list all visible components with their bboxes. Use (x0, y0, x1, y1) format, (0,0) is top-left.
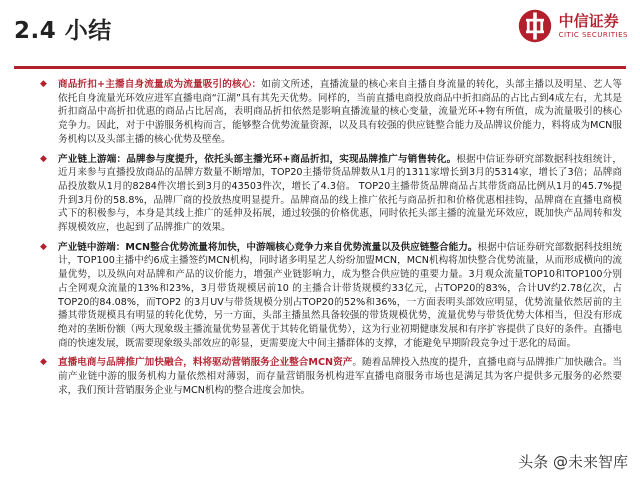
bullet-heading: 商品折扣+主播自身流量成为流量吸引的核心： (58, 79, 262, 90)
bullet-item (40, 356, 622, 397)
bullet-heading: 产业链上游端：品牌参与度提升，依托头部主播光环+商品折扣，实现品牌推广与销售转化。 (58, 153, 457, 165)
bullet-marker-icon: ◆ (40, 153, 47, 164)
page-title: 2.4 小结 (14, 18, 112, 44)
bullet-body: 如前文所述，直播流量的核心来自主播自身流量的转化，头部主播以及明星、艺人等依托自身流量光环效应进军直播电商“江湖”具有其先天优势。同样的，当前直播电商投放商品中折扣商品的占比占到4成左右，尤其是折扣商品中高折扣优惠的商品占比居高，表明商品折扣依然是影响直播流量的核心变量，流量光环+物有所值，成为流量吸引的核心竞争力。因此，对于中游服务机构而言，能够整合优势流量资源，以及具有较强的供应链整合能力及品牌议价能力，料将成为MCN服务机构以及头部主播的核心优势及壁垒。 (58, 79, 623, 145)
watermark-text: 头条 @未来智库 (518, 453, 628, 471)
bullet-item (40, 153, 622, 235)
bullet-body: 根据中信证券研究部数据科技组统计，近月来参与直播投放商品的品牌方数量不断增加，TOP20主播带货品牌数从1月的1311家增长到3月的5314家，增长了3倍；品牌商品投放数从1月的8284件次增长到3月的43503件次，增长了4.3倍。 TOP20主播带货品牌商品占其带货商品比例从1月的45.7%提升到3月份的58.8%，品牌厂商的投放热度明显提升。品牌商品的线上推广依托与商品折扣和价格优惠相挂钩，品牌商在直播电商模式下的积极参与，本身是其线上推广的延伸及拓展，通过较强的价格优惠，同时依托头部主播的流量光环效应，既加快产品周转和发挥规模效应，也起到了品牌推广的效果。 (58, 153, 622, 234)
citic-logo-icon (517, 8, 553, 44)
company-logo (517, 8, 628, 44)
bullet-heading: 直播电商与品牌推广加快融合，料将驱动营销服务企业整合MCN资产 (58, 357, 353, 369)
summary-content (40, 78, 623, 403)
bullet-marker-icon: ◆ (40, 79, 47, 89)
logo-en-text: CITIC SECURITIES (558, 31, 628, 39)
bullet-marker-icon: ◆ (40, 357, 47, 368)
bullet-marker-icon: ◆ (40, 241, 47, 252)
header-divider (14, 66, 626, 69)
bullet-item (40, 78, 623, 147)
bullet-heading: 产业链中游端：MCN整合优势流量将加快，中游端核心竞争力来自优势流量以及供应链整合能力。 (58, 241, 478, 253)
bullet-body: 。随着品牌投入热度的提升，直播电商与品牌推广加快融合。当前产业链中游的服务机构力量依然相对薄弱，而存量营销服务机构进军直播电商服务市场也是满足其为客户提供多元服务的必然要求，我们预计营销服务企业与MCN机构的整合进度会加快。 (58, 357, 622, 396)
logo-cn-text: 中信证券 (558, 12, 619, 30)
bullet-body: 根据中信证券研究部数据科技组统计，TOP100主播中约6成主播签约MCN机构，同时诸多明星艺人纷纷加盟MCN，MCN机构将加快整合优势流量，从而形成横向的流量优势，以及纵向对品牌和产品的议价能力，增强产业链影响力，成为整合供应链的重要力量。3月观众流量TOP10和TOP100分别占全网观众流量的13%和23%，3月带货规模居前10 的主播合计带货规模约33亿元，占TOP20的83%，合计UV约2.78亿次，占TOP20的84.08%，而TOP2 的3月UV与带货规模分别占TOP20的52%和36%，一方面表明头部效应明显，优势流量依然居前的主播其带货规模具有明显的转化优势，另一方面，头部主播虽然具备较强的带货规模优势，流量优势与带货优势大体相当，但没有形成绝对的垄断份额（两大现象级主播流量优势显著优于其转化销量优势），这为行业初期健康发展和有序扩容提供了良好的条件。直播电商的快速发展，既需要现象级头部效应的彰显，更需要庞大中间主播群体的支撑，才能避免早期阶段竞争过于恶化的局面。 (58, 241, 623, 349)
bullet-item (40, 241, 623, 351)
